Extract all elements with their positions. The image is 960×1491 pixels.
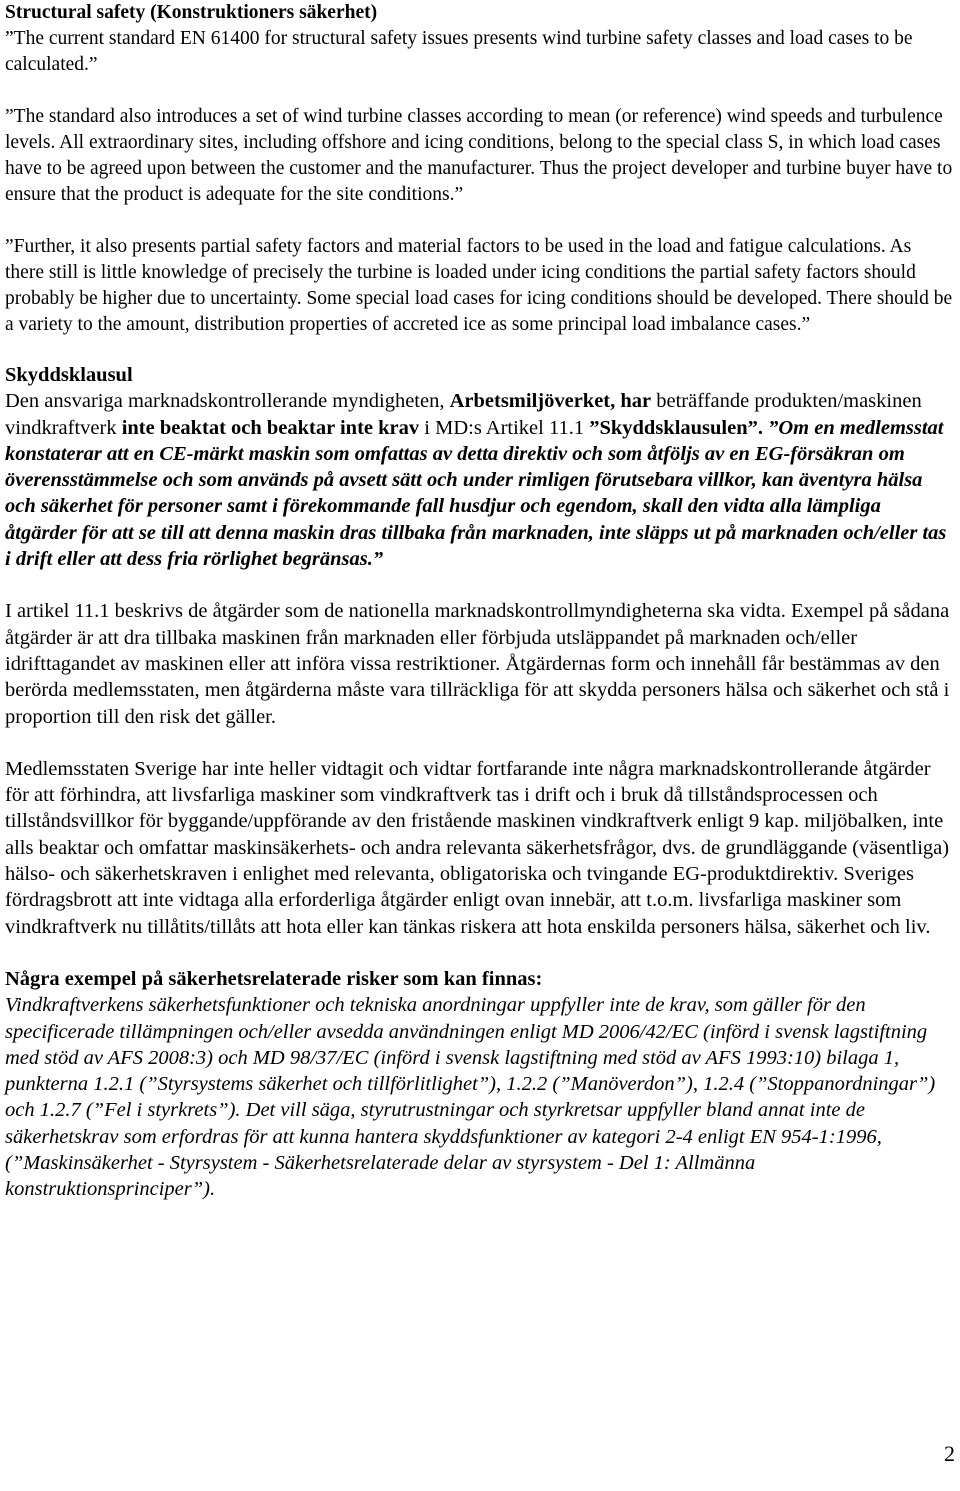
section-skyddsklausul <box>5 362 955 1203</box>
section-heading: Några exempel på säkerhetsrelaterade risker som kan finnas: <box>5 967 543 990</box>
section-structural-safety <box>5 0 955 338</box>
section-heading: Skyddsklausul <box>5 364 133 386</box>
text-run: All extraordinary sites, including offshore and icing conditions, belong to the special class S, in which load cases have to be agreed upon between the customer and the manufacturer <box>5 132 941 179</box>
paragraph <box>5 104 955 208</box>
paragraph: Medlemsstaten Sverige har inte heller vidtagit och vidtar fortfarande inte några marknadskontrollerande åtgärder för att förhindra, att livsfarliga maskiner som vindkraftverk tas i drift och i bruk då tillståndsprocessen och tillståndsvillkor för byggande/uppförande av den fristående maskinen vindkraftverk enligt 9 kap. miljöbalken, inte alls beaktar och omfattar maskinsäkerhets- och andra relevanta säkerhetsfrågor, dvs. de grundläggande (väsentliga) hälso- och säkerhetskraven i enlighet med relevanta, obligatoriska och tvingande EG-produktdirektiv. Sveriges fördragsbrott att inte vidtaga alla erforderliga åtgärder enligt ovan innebär, att t.o.m. livsfarliga maskiner som vindkraftverk nu tillåtits/tillåts att hota eller kan tänkas riskera att hota enskilda personers hälsa, säkerhet och liv. <box>5 757 950 938</box>
text-run: ”Further, it also presents partial safety factors and material factors to be used in the load and fatigue calculations <box>5 236 881 257</box>
text-run: . As there still is little knowledge of precisely the turbine is loaded under icing conditions the partial safety factors should probably be higher due to uncertainty <box>5 236 916 309</box>
text-run: . Some special load cases for icing conditions should be developed <box>296 288 818 309</box>
text-run: i MD:s Artikel 11.1 <box>419 416 590 439</box>
paragraph: ”The current standard EN 61400 for structural safety issues presents wind turbine safety classes and load cases to be calculated.” <box>5 28 913 75</box>
section-heading: Structural safety (Konstruktioners säkerhet) <box>5 2 378 23</box>
paragraph <box>5 234 955 338</box>
page-content <box>5 0 955 1203</box>
text-run: . Thus the project developer and turbine buyer have to ensure that the product is adequate for the site conditions.” <box>5 158 953 205</box>
text-run: beträffande produkten/maskinen vindkraftverk <box>5 390 922 439</box>
text-run: Den ansvariga marknadskontrollerande myndigheten, <box>5 390 450 413</box>
bold-text: Arbetsmiljöverket, har <box>449 390 652 413</box>
bold-text: ”Skyddsklausulen”. <box>589 416 763 439</box>
paragraph: I artikel 11.1 beskrivs de åtgärder som de nationella marknadskontrollmyndigheterna ska vidta. Exempel på sådana åtgärder är att dra tillbaka maskinen från marknaden eller förbjuda utsläppandet på marknaden och/eller idrifttagandet av maskinen eller att införa vissa restriktioner. Åtgärdernas form och innehåll får bestämmas av den berörda medlemsstaten, men åtgärderna måste vara tillräckliga för att skydda personers hälsa och säkerhet och stå i proportion till den risk det gäller. <box>5 600 950 728</box>
paragraph: Vindkraftverkens säkerhetsfunktioner och tekniska anordningar uppfyller inte de krav, som gäller för den specificerade tillämpningen och/eller avsedda användningen enligt MD 2006/42/EC (införd i svensk lagstiftning med stöd av AFS 2008:3) och MD 98/37/EC (införd i svensk lagstiftning med stöd av AFS 1993:10) bilaga 1, punkterna 1.2.1 (”Styrsystems säkerhet och tillförlitlighet”), 1.2.2 (”Manöverdon”), 1.2.4 (”Stoppanordningar”) och 1.2.7 (”Fel i styrkrets”). Det vill säga, styrutrustningar och styrkretsar uppfyller bland annat inte de säkerhetskrav som erfordras för att kunna hantera skyddsfunktioner av kategori 2-4 enligt EN 954-1:1996, (”Maskinsäkerhet - Styrsystem - Säkerhetsrelaterade delar av styrsystem - Del 1: Allmänna konstruktionsprinciper”). <box>5 994 936 1201</box>
text-run: ”The standard also introduces a set of wind turbine classes according to mean (or reference) wind speeds and turbulence levels. <box>5 106 943 153</box>
page-number: 2 <box>944 1441 955 1466</box>
text-run: . There should be a variety to the amount, distribution properties of accreted ice as some principal load imbalance cases.” <box>5 288 953 335</box>
bold-text: inte beaktat och beaktar inte krav <box>121 416 420 439</box>
quoted-article-text: ”Om en medlemsstat konstaterar att en CE-märkt maskin som omfattas av detta direktiv och som åtföljs av en EG-försäkran om överensstämmelse och som används på avsett sätt och under rimligen förutsebara villkor, kan äventyra hälsa och säkerhet för personer samt i förekommande fall husdjur och egendom, skall den vidta alla lämpliga åtgärder för att se till att denna maskin dras tillbaka från marknaden, inte släpps ut på marknaden och/eller tas i drift eller att dess fria rörlighet begränsas.” <box>5 416 947 571</box>
paragraph <box>5 388 955 572</box>
